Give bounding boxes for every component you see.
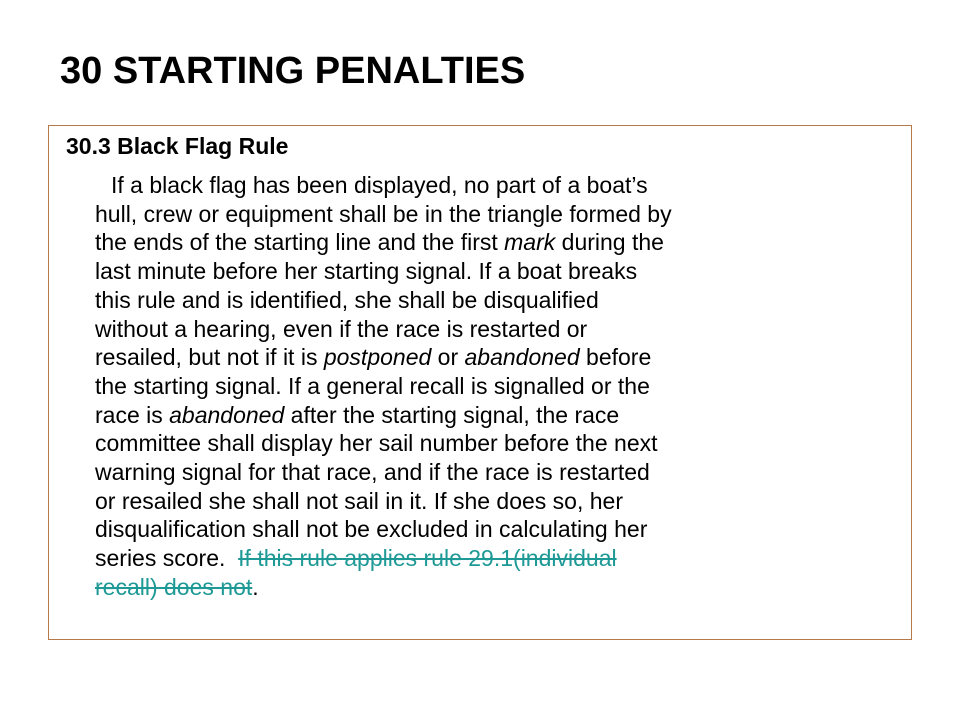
rule-heading: 30.3 Black Flag Rule — [66, 133, 289, 159]
rule-line — [95, 286, 907, 315]
rule-line — [95, 343, 907, 372]
rule-text: disqualification shall not be excluded in calculating her — [95, 516, 648, 543]
rule-line — [95, 429, 907, 458]
rule-body — [95, 171, 907, 602]
defined-term: mark — [504, 229, 556, 256]
rule-text: committee shall display her sail number before the next — [95, 430, 658, 457]
rule-text: this rule and is identified, she shall be disqualified — [95, 286, 599, 313]
deleted-text: If this rule applies rule 29.1(individual — [238, 545, 617, 572]
defined-term: abandoned — [464, 344, 580, 371]
rule-line — [95, 257, 907, 286]
rule-text: or resailed she shall not sail in it. If she does so, her — [95, 487, 624, 514]
rule-text-box — [48, 125, 912, 640]
rule-line — [95, 372, 907, 401]
deleted-text: recall) does not — [95, 573, 253, 600]
rule-text: after the starting signal, the race — [284, 401, 620, 428]
rule-text: series score. — [95, 545, 239, 572]
rule-line — [95, 200, 907, 229]
rule-line — [95, 458, 907, 487]
rule-line — [95, 544, 907, 573]
rule-line — [95, 487, 907, 516]
rule-text: If a black flag has been displayed, no part of a boat’s — [111, 172, 648, 198]
defined-term: abandoned — [169, 401, 285, 428]
rule-text: . — [252, 573, 259, 600]
rule-text: resailed, but not if it is — [95, 344, 324, 371]
rule-text: last minute before her starting signal. If a boat breaks — [95, 258, 638, 285]
rule-text: before — [579, 344, 652, 371]
rule-text: the ends of the starting line and the first — [95, 229, 505, 256]
rule-text: warning signal for that race, and if the race is restarted — [95, 459, 650, 486]
defined-term: postponed — [323, 344, 432, 371]
rule-text: the starting signal. If a general recall is signalled or the — [95, 372, 650, 399]
rule-text: hull, crew or equipment shall be in the triangle formed by — [95, 200, 672, 227]
rule-line — [95, 515, 907, 544]
rule-line — [95, 401, 907, 430]
rule-line — [95, 573, 907, 602]
rule-text: without a hearing, even if the race is restarted or — [95, 315, 588, 342]
rule-text: or — [431, 344, 465, 371]
rule-line — [95, 228, 907, 257]
rule-text: race is — [95, 401, 170, 428]
rule-line — [95, 315, 907, 344]
rule-line — [95, 171, 907, 200]
rule-text: during the — [555, 229, 664, 256]
slide-title: 30 STARTING PENALTIES — [60, 50, 526, 92]
